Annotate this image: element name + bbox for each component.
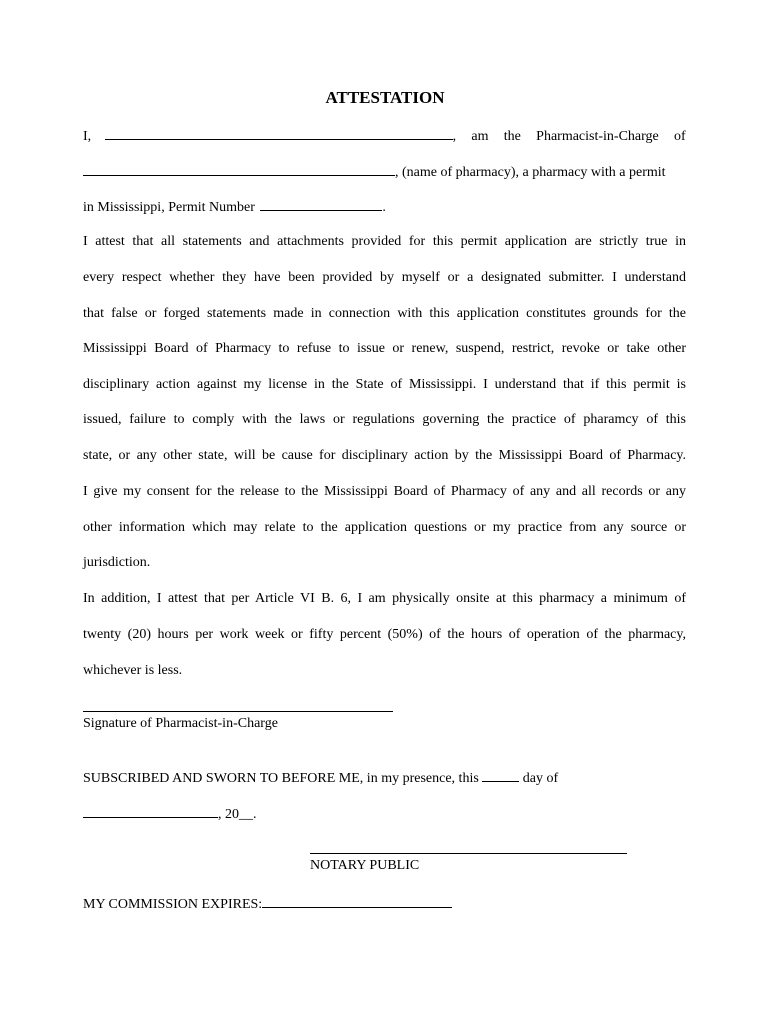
pic-name-line: [83, 127, 686, 145]
signature-label: Signature of Pharmacist-in-Charge: [83, 716, 278, 731]
attest-line: every respect whether they have been provided by myself or a designated submitter. I understand: [83, 270, 686, 285]
permit-number-line: [83, 198, 386, 216]
attest-line: jurisdiction.: [83, 555, 151, 570]
permit-number-end: .: [382, 200, 386, 215]
day-blank[interactable]: [482, 769, 519, 782]
notary-signature-line[interactable]: [310, 853, 627, 854]
attest-line: issued, failure to comply with the laws or regulations governing the practice of pharamcy of this: [83, 412, 686, 427]
sworn-text: SUBSCRIBED AND SWORN TO BEFORE ME, in my presence, this: [83, 771, 479, 786]
commission-line: [83, 895, 452, 913]
attest-line: that false or forged statements made in connection with this application constitutes grounds for the: [83, 306, 686, 321]
onsite-line: whichever is less.: [83, 663, 183, 678]
attest-line: disciplinary action against my license in the State of Mississippi. I understand that if this permit is: [83, 377, 686, 392]
year-text: , 20__.: [218, 807, 257, 822]
pharmacy-name-line: [83, 163, 666, 181]
notary-label: NOTARY PUBLIC: [310, 858, 420, 873]
attest-line: I give my consent for the release to the Mississippi Board of Pharmacy of any and all records or any: [83, 484, 686, 499]
attest-line: other information which may relate to the application questions or my practice from any source or: [83, 520, 686, 535]
commission-label: MY COMMISSION EXPIRES:: [83, 897, 263, 912]
pic-name-blank[interactable]: [105, 127, 453, 140]
permit-number-blank[interactable]: [260, 198, 382, 211]
page-title: ATTESTATION: [325, 88, 445, 107]
onsite-line: In addition, I attest that per Article VI B. 6, I am physically onsite at this pharmacy a minimum of: [83, 591, 686, 606]
attest-line: I attest that all statements and attachments provided for this permit application are strictly true in: [83, 234, 686, 249]
onsite-line: twenty (20) hours per work week or fifty percent (50%) of the hours of operation of the pharmacy,: [83, 627, 686, 642]
attest-line: Mississippi Board of Pharmacy to refuse to issue or renew, suspend, restrict, revoke or take other: [83, 341, 686, 356]
date-line: [83, 805, 257, 823]
permit-number-text: in Mississippi, Permit Number: [83, 200, 255, 215]
pharmacy-name-blank[interactable]: [83, 163, 395, 176]
sworn-line: [83, 769, 558, 787]
attest-line: state, or any other state, will be cause for disciplinary action by the Mississippi Board of Pharmacy.: [83, 448, 686, 463]
signature-line[interactable]: [83, 711, 393, 712]
pharmacy-name-text: , (name of pharmacy), a pharmacy with a permit: [395, 165, 666, 180]
commission-blank[interactable]: [262, 895, 452, 908]
pic-intro-text: I,: [83, 129, 92, 144]
day-of-text: day of: [522, 771, 559, 786]
pic-role-text: , am the Pharmacist-in-Charge of: [452, 129, 686, 144]
month-blank[interactable]: [83, 805, 218, 818]
